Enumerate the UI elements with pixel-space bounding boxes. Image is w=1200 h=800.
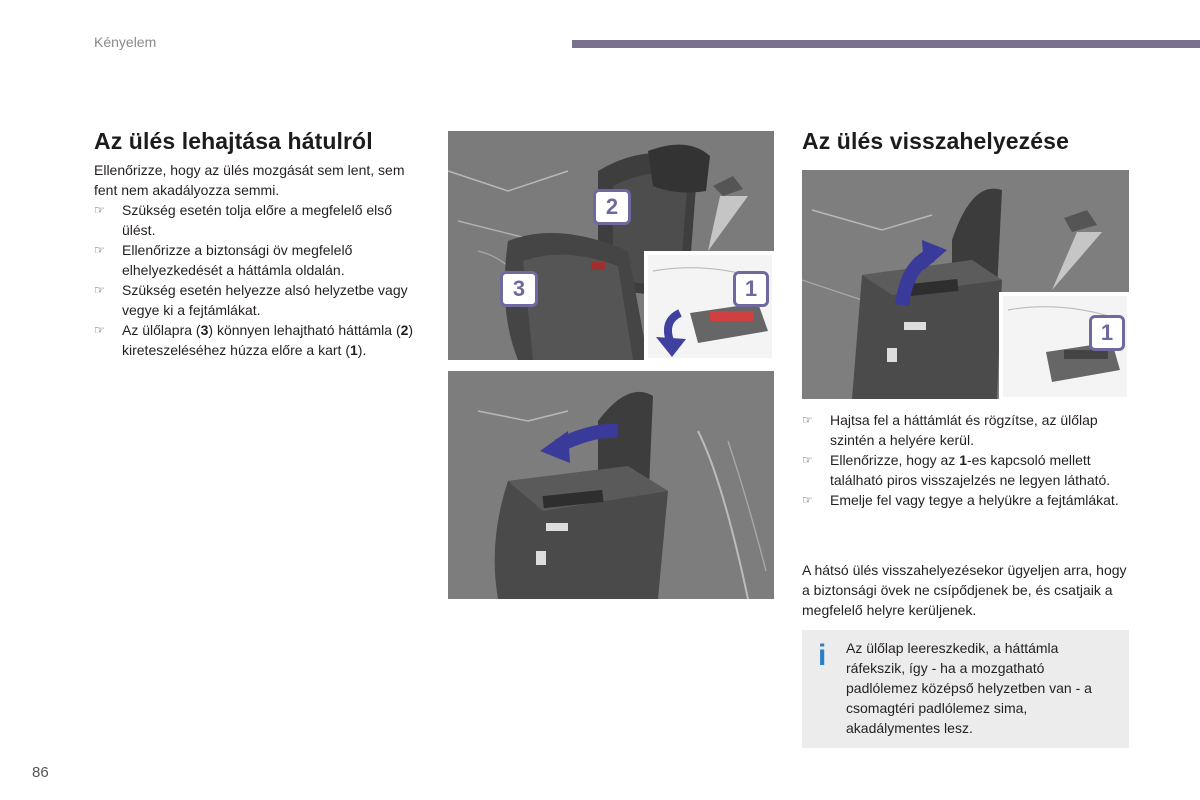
section-label: Kényelem <box>94 34 157 50</box>
callout-1-badge: 1 <box>733 271 769 307</box>
page-number: 86 <box>32 764 49 781</box>
pointer-hand-icon: ☞ <box>802 413 813 427</box>
left-intro: Ellenőrizze, hogy az ülés mozgását sem lent, sem fent nem akadályozza semmi. <box>94 162 405 198</box>
list-item: ☞ Emelje fel vagy tegye a helyükre a fejtámlákat. <box>802 492 1119 508</box>
callout-2-badge: 2 <box>593 189 631 225</box>
pointer-hand-icon: ☞ <box>94 203 105 217</box>
info-icon: i <box>818 639 827 672</box>
list-item: ☞ Ellenőrizze, hogy az 1-es kapcsoló mellett található piros visszajelzés ne legyen látható. <box>802 452 1111 488</box>
right-paragraph: A hátsó ülés visszahelyezésekor ügyeljen arra, hogy a biztonsági övek ne csípődjenek be, és csatjaik a megfelelő helyre kerüljenek. <box>802 562 1127 618</box>
pointer-hand-icon: ☞ <box>94 323 105 337</box>
list-item: ☞ Hajtsa fel a háttámlát és rögzítse, az ülőlap szintén a helyére kerül. <box>802 412 1098 448</box>
left-bullet-list <box>94 200 429 360</box>
right-title: Az ülés visszahelyezése <box>802 128 1069 154</box>
pointer-hand-icon: ☞ <box>802 493 813 507</box>
right-bullet-list <box>802 410 1132 510</box>
info-box <box>802 630 1129 748</box>
pointer-hand-icon: ☞ <box>802 453 813 467</box>
seat-fold-release-illustration <box>448 131 774 360</box>
callout-1-badge: 1 <box>1089 315 1125 351</box>
seat-folded-illustration <box>448 371 774 599</box>
list-item: ☞ Az ülőlapra (3) könnyen lehajtható háttámla (2) kireteszeléséhez húzza előre a kart (1). <box>94 322 414 358</box>
info-text: Az ülőlap leereszkedik, a háttámla ráfekszik, így - ha a mozgatható padlólemez középső helyzetben van - a csomagtéri padlólemez sima, akadálymentes lesz. <box>846 640 1092 736</box>
left-title: Az ülés lehajtása hátulról <box>94 128 373 154</box>
list-item: ☞ Szükség esetén tolja előre a megfelelő első ülést. <box>94 202 393 238</box>
list-item: ☞ Szükség esetén helyezze alsó helyzetbe vagy vegye ki a fejtámlákat. <box>94 282 408 318</box>
seat-raise-illustration <box>802 170 1129 399</box>
pointer-hand-icon: ☞ <box>94 243 105 257</box>
list-item: ☞ Ellenőrizze a biztonsági öv megfelelő elhelyezkedését a háttámla oldalán. <box>94 242 353 278</box>
callout-3-badge: 3 <box>500 271 538 307</box>
pointer-hand-icon: ☞ <box>94 283 105 297</box>
header-accent-bar <box>572 40 1200 48</box>
